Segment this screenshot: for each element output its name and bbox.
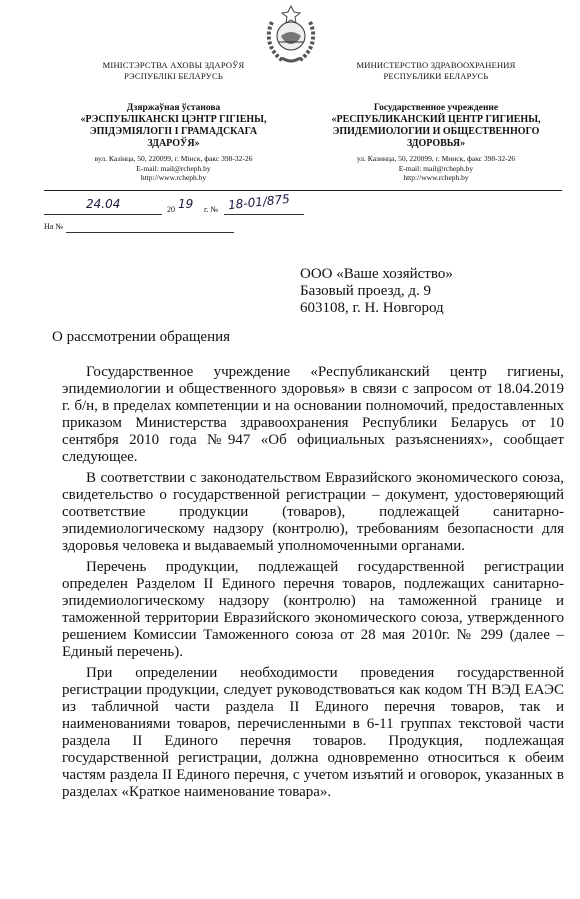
right-ministry-line1: МИНИСТЕРСТВО ЗДРАВООХРАНЕНИЯ — [356, 60, 516, 70]
number-label: г. № — [204, 205, 219, 214]
recipient-block — [300, 266, 453, 317]
right-address: ул. Казинца, 50, 220099, г. Минск, факс 398-32-26 — [356, 154, 516, 163]
left-address: вул. Казінца, 50, 220099, г. Мінск, факс 398-32-26 — [94, 154, 253, 163]
letter-body — [62, 364, 564, 805]
registration-number: 18-01/875 — [227, 191, 291, 213]
paragraph-3: Перечень продукции, подлежащей государственной регистрации определен Разделом II Единого перечня товаров, подлежащих санитарно-эпидемиологическому надзору (контролю) на таможенной границе и таможенной территории Евразийского экономического союза, утвержденного решением Комиссии Таможенного союза от 28 мая 2010г. № 299 (далее – Единый перечень). — [62, 559, 564, 660]
date-underline — [44, 214, 162, 215]
recipient-line2: Базовый проезд, д. 9 — [300, 283, 432, 299]
header-left — [66, 60, 281, 183]
header-right — [316, 60, 556, 183]
left-ministry-line1: МІНІСТЭРСТВА АХОВЫ ЗДАРОЎЯ — [102, 60, 245, 70]
right-institution-name-1: «РЕСПУБЛИКАНСКИЙ ЦЕНТР ГИГИЕНЫ, — [331, 114, 541, 125]
right-institution-name-3: ЗДОРОВЬЯ» — [406, 138, 466, 149]
recipient-line1: ООО «Ваше хозяйство» — [300, 266, 453, 282]
header-divider — [44, 190, 562, 191]
letter-subject: О рассмотрении обращения — [52, 329, 231, 345]
reference-underline — [66, 232, 234, 233]
right-institution-type: Государственное учреждение — [373, 103, 499, 113]
right-ministry-line2: РЕСПУБЛИКИ БЕЛАРУСЬ — [383, 71, 489, 81]
reference-label: На № — [44, 222, 63, 231]
left-ministry-line2: РЭСПУБЛІКІ БЕЛАРУСЬ — [124, 71, 223, 81]
paragraph-2: В соответствии с законодательством Евразийского экономического союза, свидетельство о государственной регистрации – документ, удостоверяющий соответствие продукции (товаров), подлежащей санитарно-эпидемиологическому надзору (контролю), требованиям безопасности для здоровья человека и выдаваемый уполномоченными органами. — [62, 470, 564, 554]
left-website: http://www.rcheph.by — [140, 173, 207, 182]
registration-year: 19 — [178, 197, 194, 211]
left-institution-type: Дзяржаўная ўстанова — [126, 103, 221, 113]
right-website: http://www.rcheph.by — [403, 173, 469, 182]
left-institution-name-1: «РЭСПУБЛІКАНСКІ ЦЭНТР ГІГІЕНЫ, — [80, 114, 267, 125]
recipient-line3: 603108, г. Н. Новгород — [300, 300, 444, 316]
left-email: E-mail: mail@rcheph.by — [136, 163, 211, 173]
left-institution-name-2: ЭПІДЭМІЯЛОГІІ І ГРАМАДСКАГА — [89, 126, 258, 137]
belarus-state-emblem-icon — [262, 2, 320, 66]
right-email: E-mail: mail@rcheph.by — [398, 163, 474, 173]
right-institution-name-2: ЭПИДЕМИОЛОГИИ И ОБЩЕСТВЕННОГО — [332, 126, 540, 137]
year-prefix: 20 — [167, 205, 175, 214]
number-underline — [224, 214, 304, 215]
paragraph-1: Государственное учреждение «Республиканский центр гигиены, эпидемиологии и общественного здоровья» в связи с запросом от 18.04.2019 г. б/н, в пределах компетенции и на основании полномочий, предоставленных приказом Министерства здравоохранения Республики Беларусь от 10 сентября 2010 года №947 «Об официальных разъяснениях», сообщает следующее. — [62, 364, 564, 465]
left-institution-name-3: ЗДАРОЎЯ» — [147, 138, 200, 149]
registration-date: 24.04 — [86, 197, 121, 211]
paragraph-4: При определении необходимости проведения государственной регистрации продукции, следует руководствоваться как кодом ТН ВЭД ЕАЭС из табличной части раздела II Единого перечня товаров, так и наименованиями товаров, перечисленными в 6-11 группах текстовой части раздела II Единого перечня товаров. Продукция, подлежащая государственной регистрации, должна одновременно относиться к обеим частям раздела II Единого перечня, с учетом изъятий и оговорок, указанных в разделах «Краткое наименование товара». — [62, 665, 564, 800]
